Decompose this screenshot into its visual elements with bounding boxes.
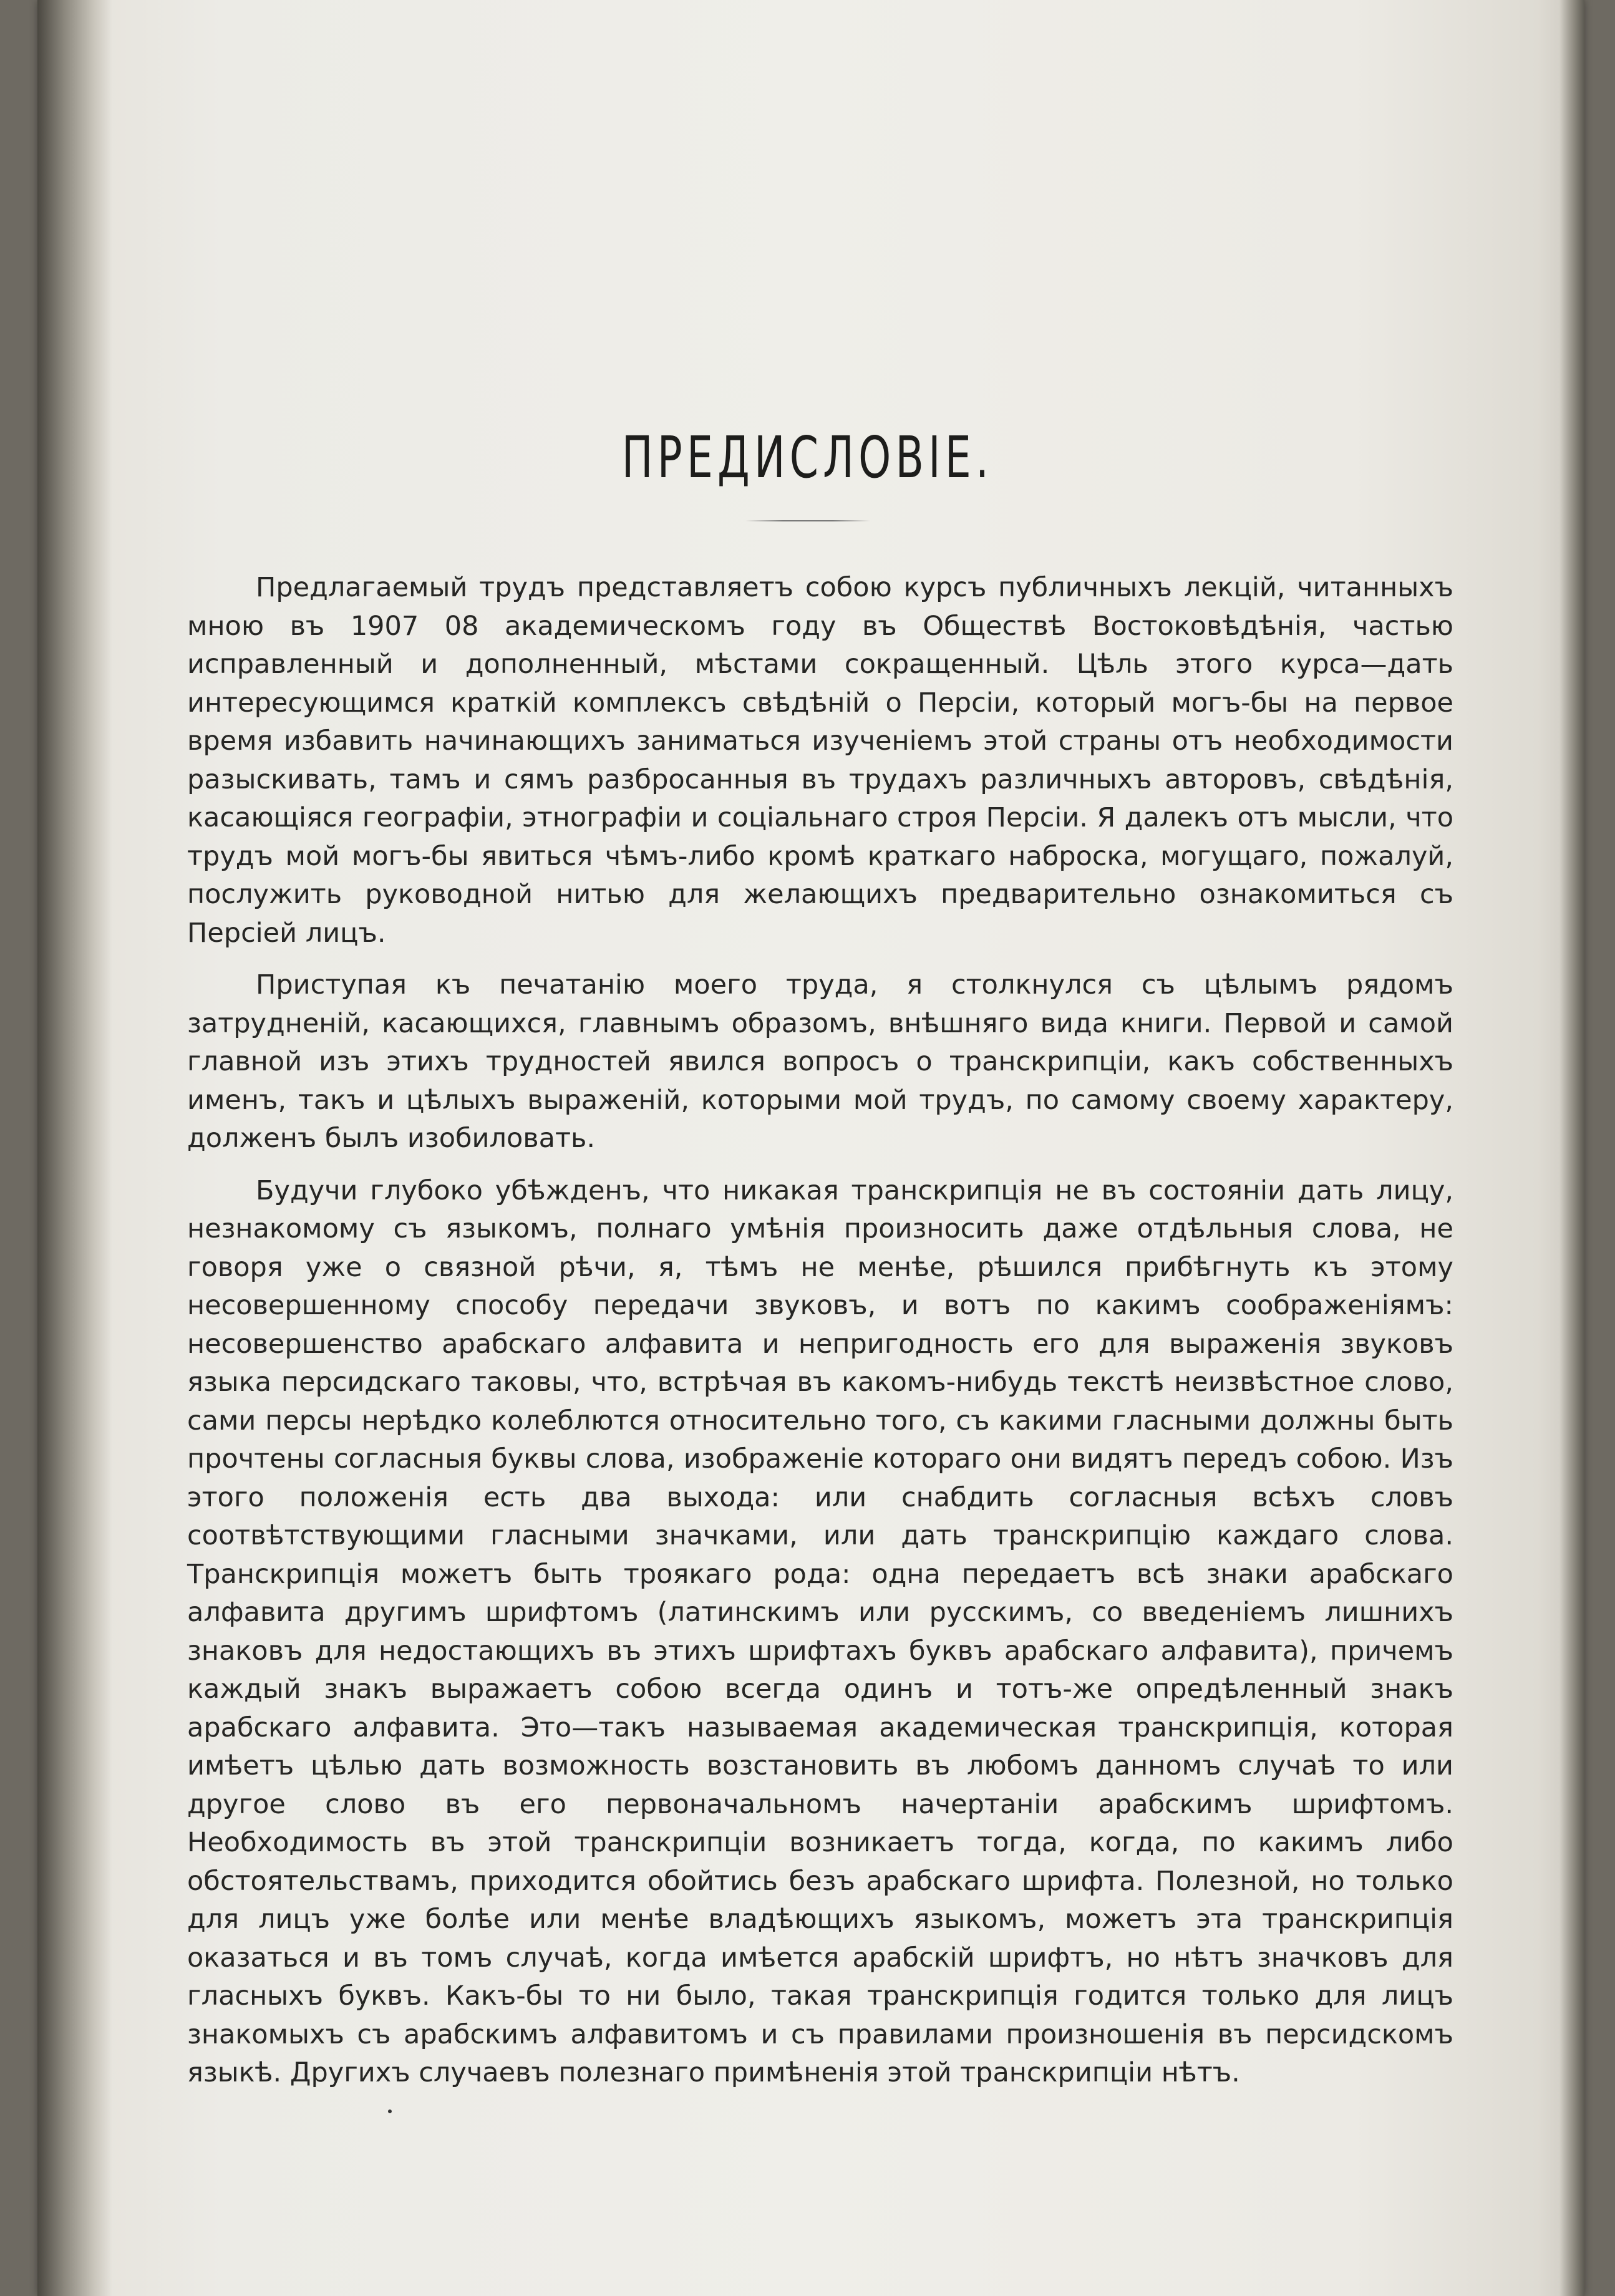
- paragraph-3: Будучи глубоко убѣжденъ, что никакая транскрипція не въ состояніи дать лицу, незнакомому съ языкомъ, полнаго умѣнія произносить даже отдѣльныя слова, не говоря уже о связной рѣчи, я, тѣмъ не менѣе, рѣшился прибѣгнуть къ этому несовершенному способу передачи звуковъ, и вотъ по какимъ соображеніямъ: несовершенство арабскаго алфавита и непригодность его для выраженія звуковъ языка персидскаго таковы, что, встрѣчая въ какомъ-нибудь текстѣ неизвѣстное слово, сами персы нерѣдко колеблются относительно того, съ какими гласными должны быть прочтены согласныя буквы слова, изображеніе котораго они видятъ передъ собою. Изъ этого положенія есть два выхода: или снабдить согласныя всѣхъ словъ соотвѣтствующими гласными значками, или дать транскрипцію каждаго слова. Транскрипція можетъ быть троякаго рода: одна передаетъ всѣ знаки арабскаго алфавита другимъ шрифтомъ (латинскимъ или русскимъ, со введеніемъ лишнихъ знаковъ для недостающихъ въ этихъ шрифтахъ буквъ арабскаго алфавита), причемъ каждый знакъ выражаетъ собою всегда одинъ и тотъ-же опредѣленный знакъ арабскаго алфавита. Это—такъ называемая академическая транскрипція, которая имѣетъ цѣлью дать возможность возстановить въ любомъ данномъ случаѣ то или другое слово въ его первоначальномъ начертаніи арабскимъ шрифтомъ. Необходимость въ этой транскрипціи возникаетъ тогда, когда, по какимъ либо обстоятельствамъ, приходится обойтись безъ арабскаго шрифта. Полезной, но только для лицъ уже болѣе или менѣе владѣющихъ языкомъ, можетъ эта транскрипція оказаться и въ томъ случаѣ, когда имѣется арабскій шрифтъ, но нѣтъ значковъ для гласныхъ буквъ. Какъ-бы то ни было, такая транскрипція годится только для лицъ знакомыхъ съ арабскимъ алфавитомъ и съ правилами произношенія въ персидскомъ языкѣ. Другихъ случаевъ полезнаго примѣненія этой транскрипціи нѣтъ.: [187, 1175, 1453, 2088]
- title-divider: [745, 520, 870, 521]
- ink-speck: [388, 2110, 392, 2113]
- paragraph-1: Предлагаемый трудъ представляетъ собою курсъ публичныхъ лекцій, читанныхъ мною въ 1907 08 академическомъ году въ Обществѣ Востоковѣдѣнія, частью исправленный и дополненный, мѣстами сокращенный. Цѣль этого курса—дать интересующимся краткій комплексъ свѣдѣній о Персіи, который могъ-бы на первое время избавить начинающихъ заниматься изученіемъ этой страны отъ необходимости разыскивать, тамъ и сямъ разбросанныя въ трудахъ различныхъ авторовъ, свѣдѣнія, касающіяся географіи, этнографіи и соціальнаго строя Персіи. Я далекъ отъ мысли, что трудъ мой могъ-бы явиться чѣмъ-либо кромѣ краткаго наброска, могущаго, пожалуй, послужить руководной нитью для желающихъ предварительно ознакомиться съ Персіей лицъ.: [187, 572, 1453, 949]
- binding-shadow: [37, 0, 112, 2296]
- page-edge-shadow: [1559, 0, 1584, 2296]
- page-title: ПРЕДИСЛОВІЕ.: [621, 424, 994, 491]
- preface-body: [187, 569, 1453, 2106]
- paragraph-2: Приступая къ печатанію моего труда, я столкнулся съ цѣлымъ рядомъ затрудненій, касающихся, главнымъ образомъ, внѣшняго вида книги. Первой и самой главной изъ этихъ трудностей явился вопросъ о транскрипціи, какъ собственныхъ именъ, такъ и цѣлыхъ выраженій, которыми мой трудъ, по самому своему характеру, долженъ былъ изобиловать.: [187, 969, 1453, 1154]
